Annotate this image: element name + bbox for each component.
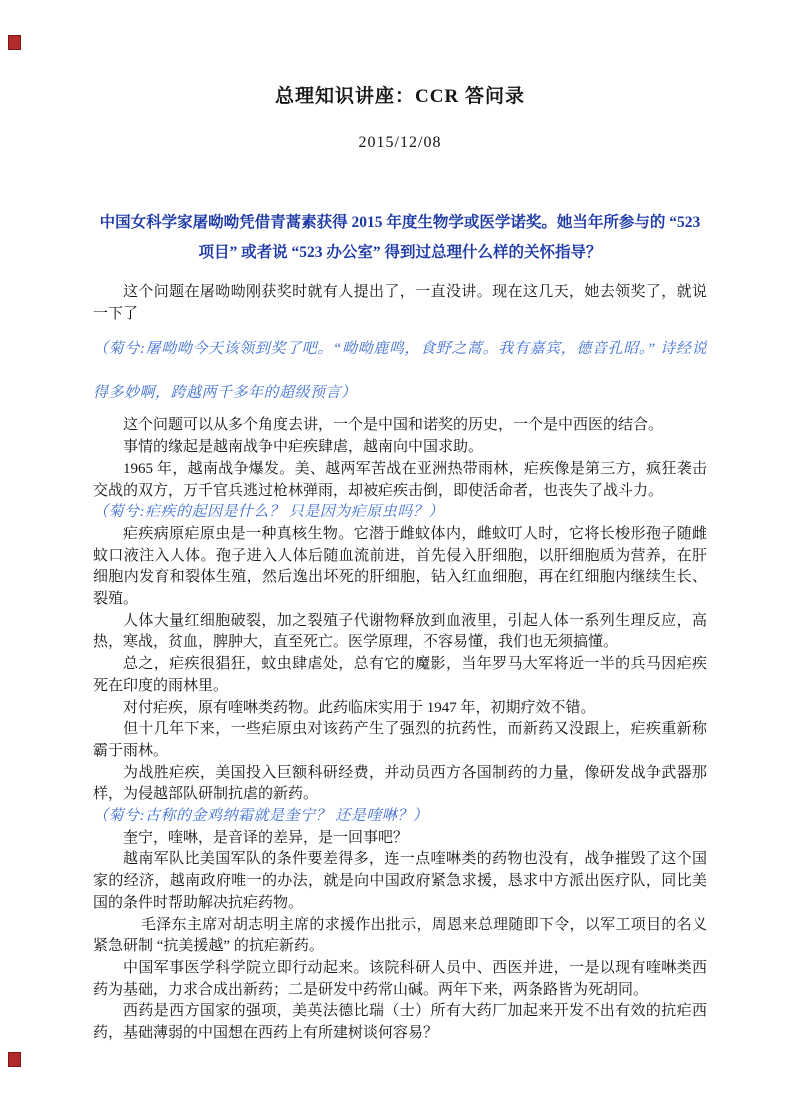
annotation-note: （菊兮:古称的金鸡纳霜就是奎宁？ 还是喹啉？） — [93, 808, 429, 825]
paragraph: 人体大量红细胞破裂，加之裂殖子代谢物释放到血液里，引起人体一系列生理反应，高热，寒战，贫血，脾肿大，直至死亡。医学原理，不容易懂，我们也无须搞懂。 — [93, 612, 707, 651]
paragraph: 疟疾病原疟原虫是一种真核生物。它潜于雌蚊体内，雌蚊叮人时，它将长梭形孢子随雌蚊口液注入人体。孢子进入人体后随血流前进，首先侵入肝细胞，以肝细胞质为营养，在肝细胞内发育和裂体生殖，然后逸出坏死的肝细胞，钻入红血细胞，再在红细胞内继续生长、裂殖。 — [93, 525, 707, 608]
paragraph: 毛泽东主席对胡志明主席的求援作出批示，周恩来总理随即下令，以军工项目的名义紧急研制 “抗美援越” 的抗疟新药。 — [93, 916, 707, 955]
paragraph: 为战胜疟疾，美国投入巨额科研经费，并动员西方各国制药的力量，像研发战争武器那样，为侵越部队研制抗虐的新药。 — [93, 764, 707, 803]
doc-date: 2015/12/08 — [358, 134, 442, 151]
document-body — [93, 282, 707, 1045]
paragraph: 越南军队比美国军队的条件要差得多，连一点喹啉类的药物也没有，战争摧毁了这个国家的经济，越南政府唯一的办法，就是向中国政府紧急求援，恳求中方派出医疗队，同比美国的条件时帮助解决抗疟药物。 — [93, 851, 707, 911]
paragraph: 奎宁，喹啉，是音译的差异，是一回事吧？ — [123, 829, 409, 846]
page-title: 总理知识讲座：CCR 答问录 — [275, 86, 525, 107]
annotation-note: （菊兮:屠呦呦今天该领到奖了吧。“呦呦鹿鸣，食野之蒿。我有嘉宾，德音孔昭。” 诗经说得多妙啊，跨越两千多年的超级预言） — [93, 341, 707, 402]
paragraph: 但十几年下来，一些疟原虫对该药产生了强烈的抗药性，而新药又没跟上，疟疾重新称霸于雨林。 — [93, 721, 707, 759]
question-heading: 中国女科学家屠呦呦凭借青蒿素获得 2015 年度生物学或医学诺奖。她当年所参与的 “523 项目” 或者说 “523 办公室” 得到过总理什么样的关怀指导？ — [99, 214, 701, 261]
paragraph: 对付疟疾，原有喹啉类药物。此药临床实用于 1947 年，初期疗效不错。 — [123, 699, 596, 716]
paragraph: 这个问题在屠呦呦刚获奖时就有人提出了，一直没讲。现在这几天，她去领奖了，就说一下了 — [93, 284, 707, 322]
paragraph: 中国军事医学科学院立即行动起来。该院科研人员中、西医并进，一是以现有喹啉类西药为基础，力求合成出新药；二是研发中药常山碱。两年下来，两条路皆为死胡同。 — [93, 959, 707, 998]
paragraph: 1965 年，越南战争爆发。美、越两军苦战在亚洲热带雨林，疟疾像是第三方，疯狂袭击交战的双方，万千官兵逃过枪林弹雨，却被疟疾击倒，即使活命者，也丧失了战斗力。 — [93, 460, 707, 499]
annotation-note: （菊兮:疟疾的起因是什么？ 只是因为疟原虫吗？） — [93, 504, 444, 521]
paragraph: 西药是西方国家的强项，美英法德比瑞（士）所有大药厂加起来开发不出有效的抗疟西药，基础薄弱的中国想在西药上有所建树谈何容易？ — [93, 1003, 707, 1042]
paragraph: 这个问题可以从多个角度去讲，一个是中国和诺奖的历史，一个是中西医的结合。 — [123, 417, 664, 434]
red-square-marker-icon — [8, 1052, 21, 1067]
paragraph: 总之，疟疾很猖狂，蚊虫肆虐处，总有它的魔影，当年罗马大军将近一半的兵马因疟疾死在印度的雨林里。 — [93, 656, 707, 694]
red-square-marker-icon — [8, 35, 21, 50]
paragraph: 事情的缘起是越南战争中疟疾肆虐，越南向中国求助。 — [123, 439, 484, 456]
